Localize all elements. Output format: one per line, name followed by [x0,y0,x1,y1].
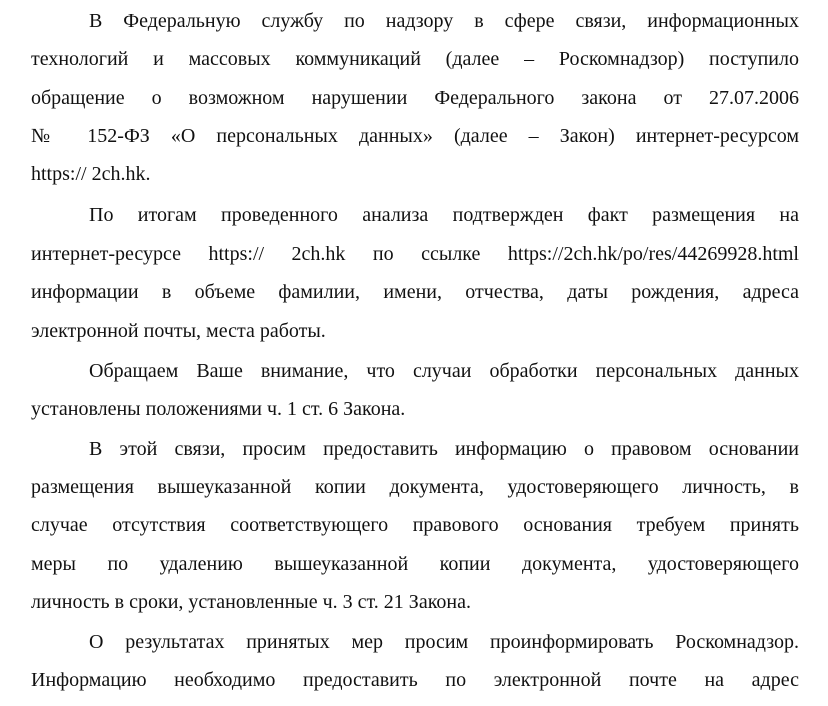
text-line: электронной почты, места работы. [31,320,326,342]
text-line: технологий и массовых коммуникаций (далее – Роскомнадзор) поступило [31,48,799,70]
text-line: личность в сроки, установленные ч. 3 ст. 21 Закона. [31,591,471,613]
text-line: обращение о возможном нарушении Федерального закона от 27.07.2006 [31,87,799,109]
text-line: случае отсутствия соответствующего правового основания требуем принять [31,514,799,536]
text-line: По итогам проведенного анализа подтвержден факт размещения на [89,204,799,226]
text-line: установлены положениями ч. 1 ст. 6 Закона. [31,398,406,420]
text-line: размещения вышеуказанной копии документа, удостоверяющего личность, в [31,476,799,498]
text-line: меры по удалению вышеуказанной копии документа, удостоверяющего [31,553,799,575]
text-line: В этой связи, просим предоставить информацию о правовом основании [89,438,799,460]
text-line: Обращаем Ваше внимание, что случаи обработки персональных данных [89,360,799,382]
text-line: № 152-ФЗ «О персональных данных» (далее – Закон) интернет-ресурсом [31,125,799,147]
text-line: интернет-ресурсе https:// 2ch.hk по ссылке https://2ch.hk/po/res/44269928.html [31,243,799,265]
letter-page [31,0,799,706]
text-line: В Федеральную службу по надзору в сфере связи, информационных [89,10,799,32]
text-line: О результатах принятых мер просим проинформировать Роскомнадзор. [89,631,799,653]
text-line: информации в объеме фамилии, имени, отчества, даты рождения, адреса [31,281,799,303]
text-line: Информацию необходимо предоставить по электронной почте на адрес [31,669,799,691]
text-line: https:// 2ch.hk. [31,163,151,185]
